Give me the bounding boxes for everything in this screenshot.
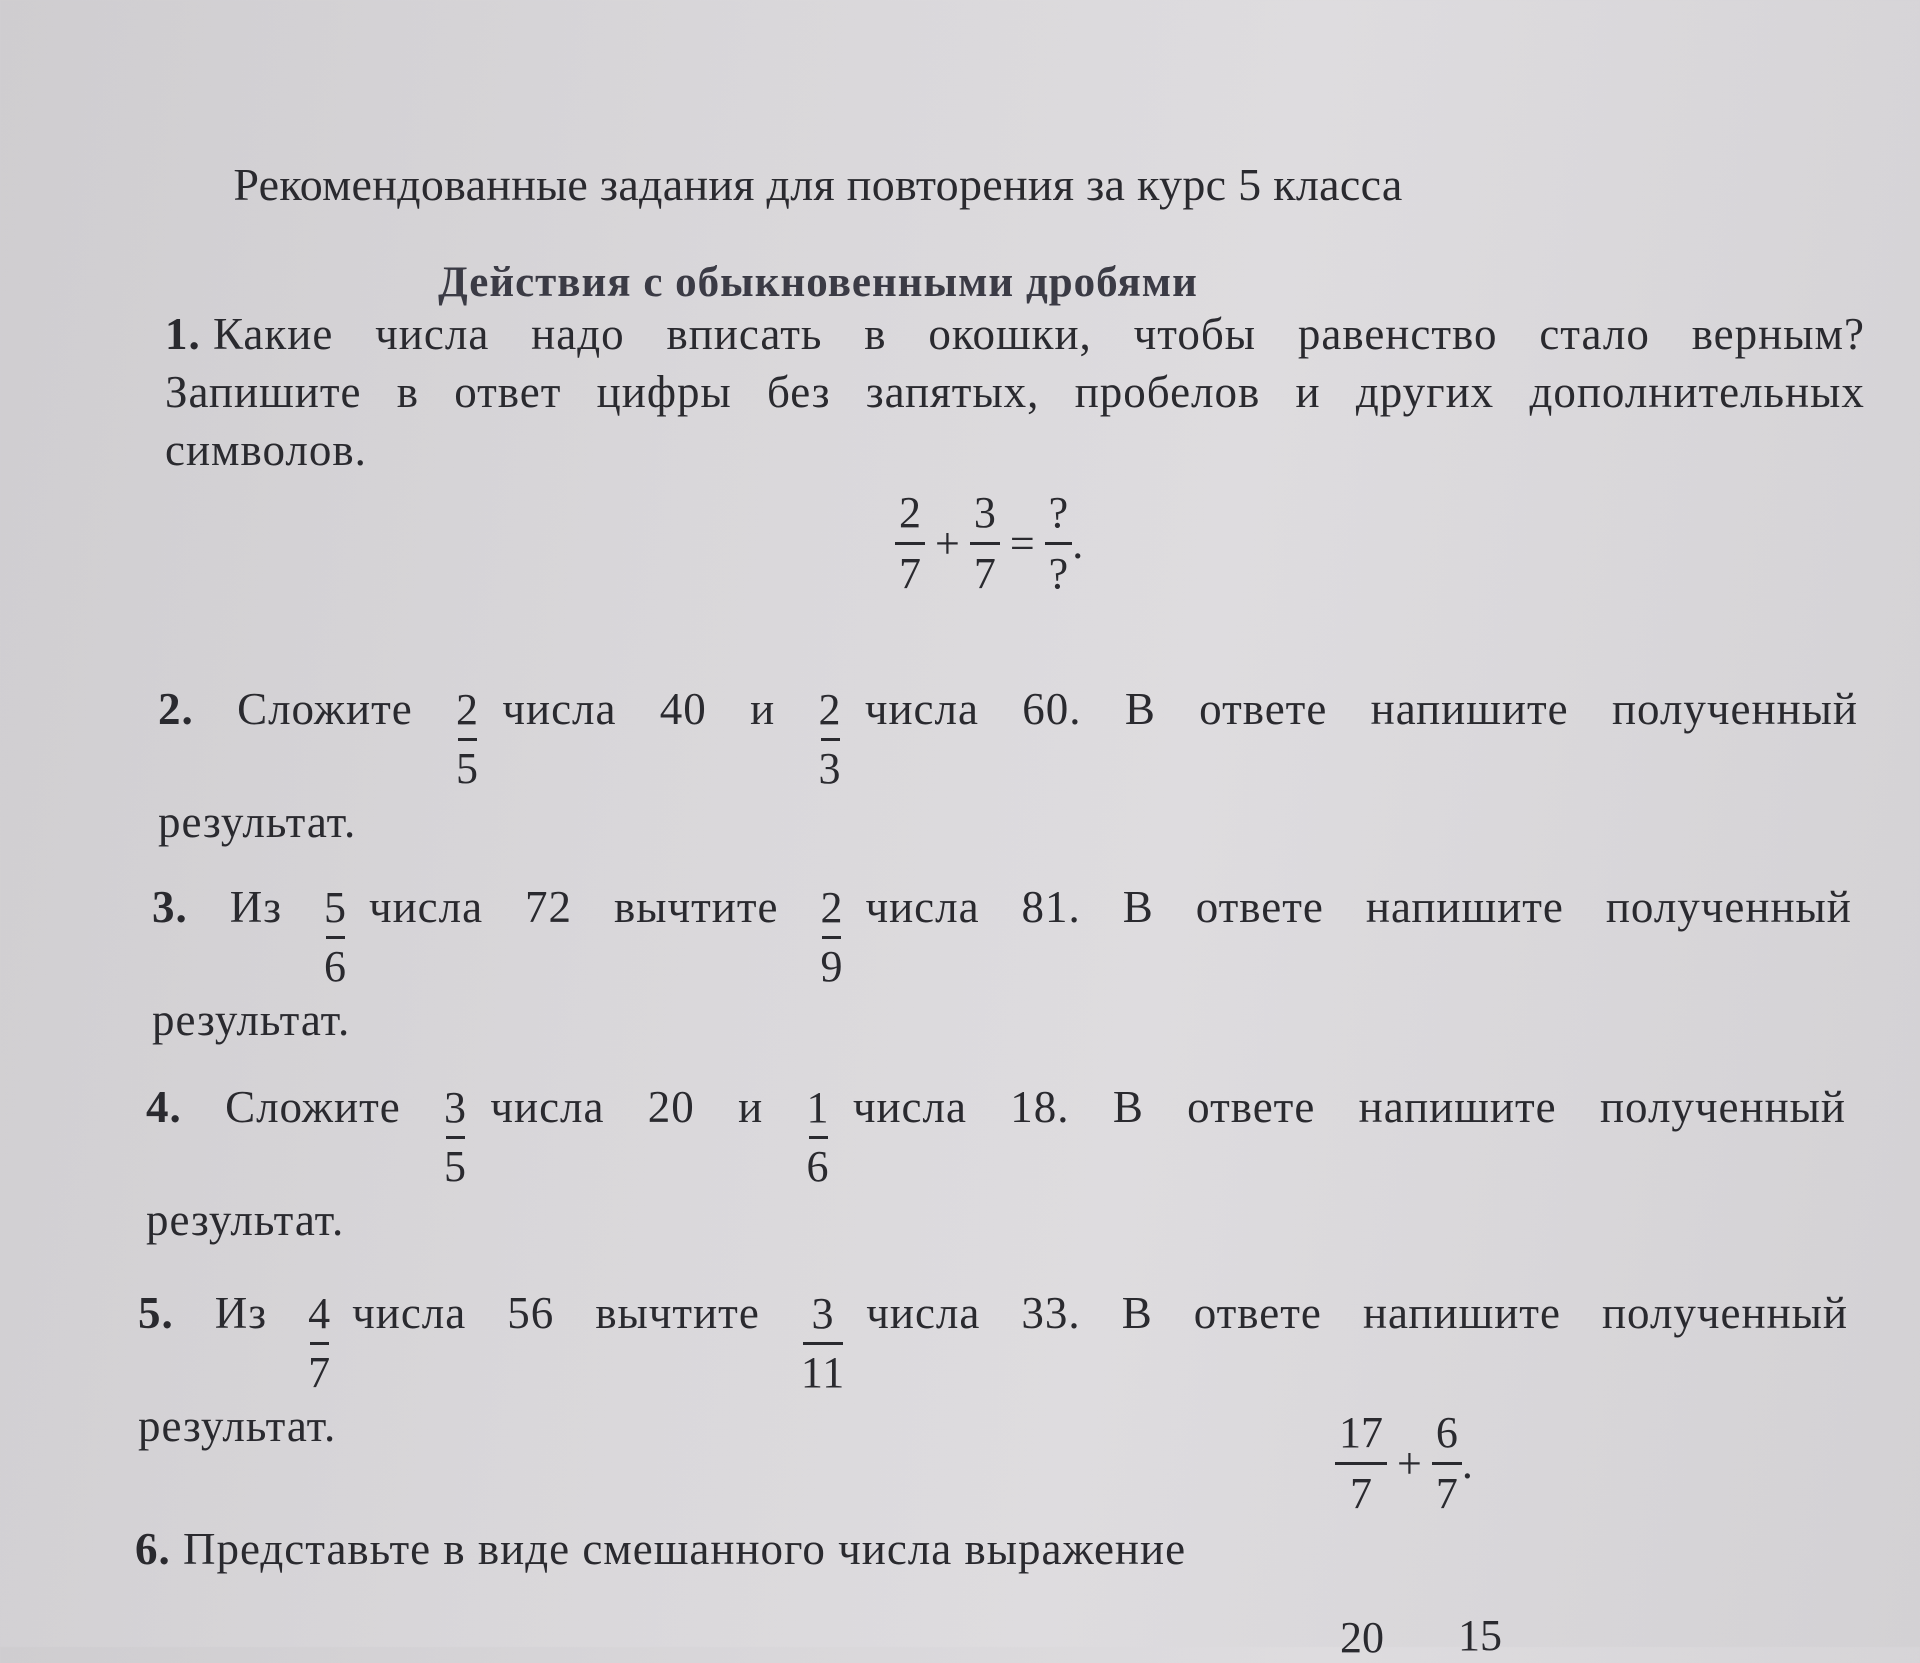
task-number: 6. (135, 1524, 171, 1574)
word: Какие (213, 309, 334, 359)
word: ответ (454, 367, 562, 417)
task-1 (165, 305, 1865, 479)
task-5: 5. Из 4 7 числа 56 вычтите 3 11 числа 33. В ответе напишите полученный результат. (138, 1284, 1848, 1455)
fraction: 3 5 (444, 1083, 468, 1191)
task-number: 5. (138, 1288, 174, 1338)
word: и (1295, 367, 1321, 417)
word: Запишите (165, 367, 362, 417)
answer-fraction: $\frac{?}{?}$ (1045, 490, 1073, 597)
plus-sign: + (1397, 1439, 1422, 1488)
fraction: $\frac{17}{7}$ (1335, 1410, 1387, 1517)
task-number: 2. (158, 684, 194, 734)
task-6: 6. Представьте в виде смешанного числа выражение (135, 1524, 1187, 1574)
word: верным? (1691, 309, 1865, 359)
task-1-line-3: символов. (165, 425, 367, 475)
fraction: 2 5 (456, 685, 480, 793)
word: вписать (666, 309, 823, 359)
task-1-line-2 (165, 363, 1865, 421)
task-4: 4. Сложите 3 5 числа 20 и 1 6 числа 18. В ответе напишите полученный результат. (146, 1078, 1846, 1249)
fraction: 2 3 (818, 685, 842, 793)
cutoff-number: 15 (1458, 1611, 1502, 1660)
page-title: Рекомендованные задания для повторения за курс 5 класса (233, 159, 1403, 210)
word: дополнительных (1529, 367, 1865, 417)
fraction: 2 9 (820, 883, 844, 991)
task-1-line-1 (165, 305, 1865, 363)
fraction: $\frac{6}{7}$ (1432, 1410, 1462, 1517)
fraction: $\frac{3}{7}$ (970, 490, 1000, 597)
task-3: 3. Из 5 6 числа 72 вычтите 2 9 числа 81. В ответе напишите полученный результат. (152, 878, 1852, 1049)
cutoff-number: 20 (1340, 1613, 1384, 1662)
word: числа (375, 309, 490, 359)
plus-sign: + (935, 519, 960, 568)
section-heading: Действия с обыкновенными дробями (438, 259, 1198, 306)
task-number: 4. (146, 1082, 182, 1132)
fraction: 5 6 (323, 883, 347, 991)
word: в (864, 309, 887, 359)
word: других (1355, 367, 1495, 417)
fraction: $\frac{2}{7}$ (895, 490, 925, 597)
task-1-equation: $\frac{2}{7}$ + $\frac{3}{7}$ = $\frac{?}{?}$ . (895, 490, 1083, 597)
fraction: 1 6 (806, 1083, 830, 1191)
word: окошки, (928, 309, 1092, 359)
word: пробелов (1074, 367, 1261, 417)
word: в (396, 367, 419, 417)
fraction: 4 7 (308, 1289, 332, 1397)
word: запятых, (865, 367, 1040, 417)
word: без (766, 367, 831, 417)
word: надо (531, 309, 625, 359)
fraction: 3 11 (800, 1289, 846, 1397)
word: равенство (1297, 309, 1498, 359)
word: цифры (596, 367, 732, 417)
task-number: 1. (165, 309, 201, 359)
word: чтобы (1133, 309, 1257, 359)
task-6-expression: $\frac{17}{7}$ + $\frac{6}{7}$ . (1335, 1410, 1473, 1517)
equals-sign: = (1009, 519, 1035, 568)
task-number: 3. (152, 882, 188, 932)
word: стало (1539, 309, 1650, 359)
task-2: 2. Сложите 2 5 числа 40 и 2 3 числа 60. В ответе напишите полученный результат. (158, 680, 1858, 851)
